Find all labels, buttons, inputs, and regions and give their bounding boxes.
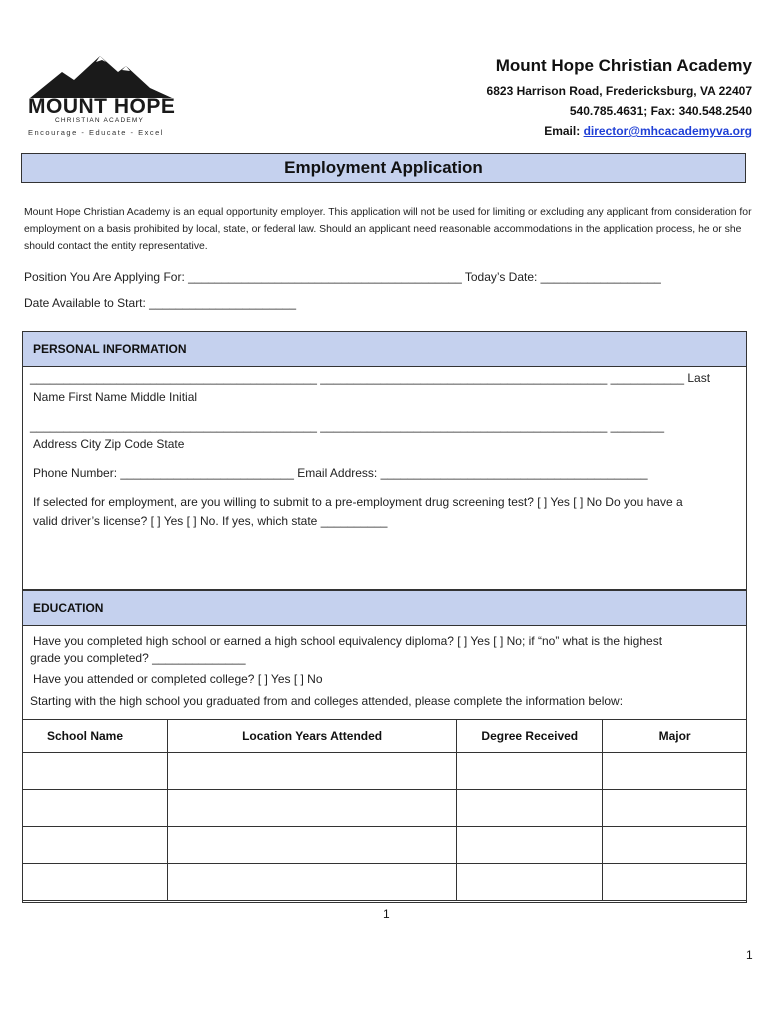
mountain-logo-graphic — [22, 50, 182, 100]
address-field-labels: Address City Zip Code State — [33, 437, 185, 451]
school-email-line — [544, 124, 752, 138]
table-cell[interactable] — [457, 753, 603, 790]
table-row — [23, 790, 747, 827]
logo-subtitle: CHRISTIAN ACADEMY — [55, 117, 145, 124]
email-label: Email: — [544, 124, 584, 138]
table-cell[interactable] — [603, 827, 747, 864]
college-question[interactable]: Have you attended or completed college? [ ] Yes [ ] No — [33, 672, 323, 686]
drug-screen-question[interactable]: If selected for employment, are you willing to submit to a pre-employment drug screening test? [ ] Yes [ ] No Do you have a — [33, 495, 683, 509]
table-row — [23, 753, 747, 790]
table-cell[interactable] — [603, 753, 747, 790]
education-table — [22, 719, 747, 901]
table-cell[interactable] — [457, 864, 603, 901]
email-link[interactable]: director@mhcacademyva.org — [583, 124, 752, 138]
name-field-labels: Name First Name Middle Initial — [33, 390, 198, 404]
start-date-field[interactable]: Date Available to Start: ______________________ — [24, 296, 297, 310]
school-phone-fax: 540.785.4631; Fax: 340.548.2540 — [569, 104, 752, 118]
page-title: Employment Application — [21, 153, 746, 183]
name-field-line[interactable]: ___________________________________________ ___________________________________________ ___________ Last — [30, 371, 711, 385]
table-row — [23, 827, 747, 864]
education-table-header — [23, 720, 747, 753]
personal-info-heading: PERSONAL INFORMATION — [22, 331, 747, 367]
col-school-name: School Name — [23, 720, 168, 753]
col-location-years: Location Years Attended — [167, 720, 457, 753]
table-cell[interactable] — [457, 827, 603, 864]
page-number-inner: 1 — [383, 907, 390, 921]
table-cell[interactable] — [603, 864, 747, 901]
col-major: Major — [603, 720, 747, 753]
table-cell[interactable] — [23, 753, 168, 790]
contact-fields[interactable]: Phone Number: __________________________ Email Address: ________________________________________ — [33, 466, 648, 480]
education-heading: EDUCATION — [22, 590, 747, 626]
table-cell[interactable] — [23, 790, 168, 827]
table-row — [23, 864, 747, 901]
eeo-statement: Mount Hope Christian Academy is an equal opportunity employer. This application will not be used for limiting or excluding any applicant from consideration for employment on a basis prohibited by local, state, or federal law. Should an applicant need reasonable accommodations in the application process, he or she should contact the entity representative. — [24, 207, 752, 252]
table-cell[interactable] — [167, 753, 457, 790]
logo-tagline: Encourage - Educate - Excel — [28, 128, 164, 137]
table-cell[interactable] — [457, 790, 603, 827]
table-cell[interactable] — [603, 790, 747, 827]
personal-info-section — [22, 331, 747, 590]
table-cell[interactable] — [23, 864, 168, 901]
col-degree: Degree Received — [457, 720, 603, 753]
table-cell[interactable] — [167, 790, 457, 827]
school-address: 6823 Harrison Road, Fredericksburg, VA 22407 — [486, 84, 752, 98]
grade-completed-field[interactable]: grade you completed? ______________ — [30, 651, 246, 665]
education-instructions: Starting with the high school you graduated from and colleges attended, please complete the information below: — [30, 694, 624, 708]
table-cell[interactable] — [23, 827, 168, 864]
table-cell[interactable] — [167, 864, 457, 901]
table-cell[interactable] — [167, 827, 457, 864]
page-number-outer: 1 — [746, 948, 753, 962]
drivers-license-question[interactable]: valid driver’s license? [ ] Yes [ ] No. If yes, which state __________ — [33, 514, 388, 528]
position-field[interactable]: Position You Are Applying For: _________________________________________ Today’s Date: __________________ — [24, 270, 661, 284]
school-name: Mount Hope Christian Academy — [495, 56, 752, 75]
high-school-question[interactable]: Have you completed high school or earned a high school equivalency diploma? [ ] Yes [ ] No; if “no” what is the highest — [33, 634, 663, 648]
address-field-line[interactable]: ___________________________________________ ___________________________________________ ________ — [30, 419, 665, 433]
logo-wordmark: MOUNT HOPE — [28, 95, 176, 118]
